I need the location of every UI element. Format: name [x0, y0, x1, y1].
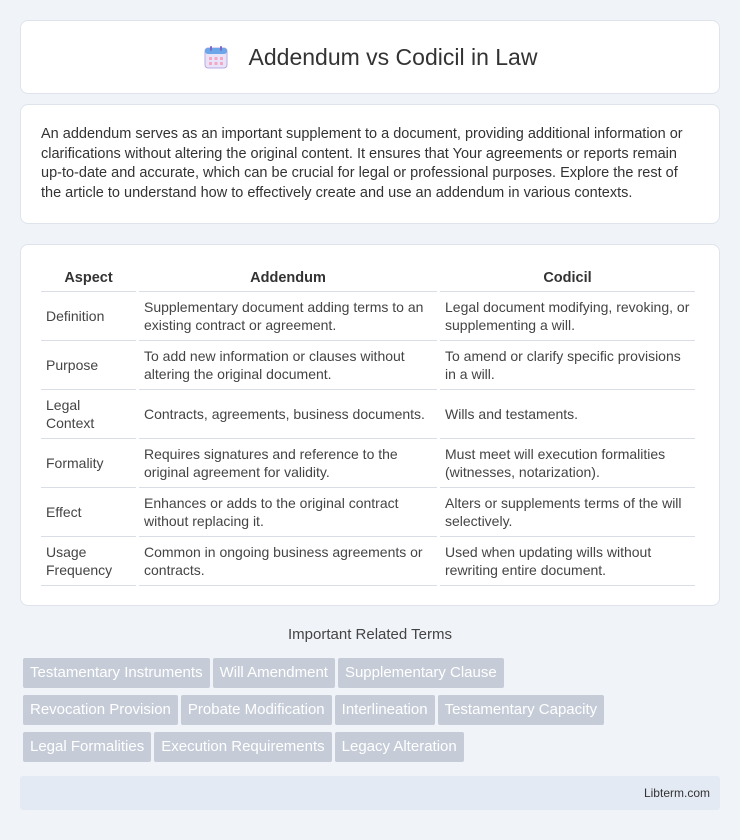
- cell-codicil: Legal document modifying, revoking, or supplementing a will.: [440, 292, 695, 341]
- related-term-tag[interactable]: Interlineation: [335, 695, 435, 725]
- comparison-table: [38, 265, 698, 586]
- table-row: [41, 488, 695, 537]
- header-card: [20, 20, 720, 94]
- cell-addendum: Requires signatures and reference to the original agreement for validity.: [139, 439, 437, 488]
- related-term-tag[interactable]: Legal Formalities: [23, 732, 151, 762]
- table-header-row: [41, 265, 695, 292]
- comparison-card: [20, 244, 720, 606]
- table-row: [41, 390, 695, 439]
- cell-codicil: Used when updating wills without rewriting entire document.: [440, 537, 695, 586]
- cell-addendum: Contracts, agreements, business documents.: [139, 390, 437, 439]
- header-addendum: Addendum: [139, 265, 437, 292]
- cell-aspect: Effect: [41, 488, 136, 537]
- table-row: [41, 537, 695, 586]
- cell-addendum: Enhances or adds to the original contract without replacing it.: [139, 488, 437, 537]
- related-term-tag[interactable]: Probate Modification: [181, 695, 332, 725]
- cell-addendum: Supplementary document adding terms to an existing contract or agreement.: [139, 292, 437, 341]
- related-term-tag[interactable]: Testamentary Capacity: [438, 695, 605, 725]
- intro-card: [20, 104, 720, 224]
- header-codicil: Codicil: [440, 265, 695, 292]
- related-term-tag[interactable]: Testamentary Instruments: [23, 658, 210, 688]
- table-row: [41, 292, 695, 341]
- footer-site-link[interactable]: Libterm.com: [643, 786, 710, 800]
- cell-codicil: To amend or clarify specific provisions in a will.: [440, 341, 695, 390]
- cell-addendum: To add new information or clauses without altering the original document.: [139, 341, 437, 390]
- related-term-tag[interactable]: Legacy Alteration: [335, 732, 464, 762]
- footer: [20, 776, 720, 810]
- cell-codicil: Alters or supplements terms of the will selectively.: [440, 488, 695, 537]
- related-terms-list: [23, 658, 723, 769]
- cell-codicil: Must meet will execution formalities (witnesses, notarization).: [440, 439, 695, 488]
- cell-aspect: Purpose: [41, 341, 136, 390]
- related-term-tag[interactable]: Execution Requirements: [154, 732, 331, 762]
- cell-aspect: Usage Frequency: [41, 537, 136, 586]
- page-title: Addendum vs Codicil in Law: [248, 43, 538, 70]
- table-row: [41, 439, 695, 488]
- table-row: [41, 341, 695, 390]
- related-term-tag[interactable]: Revocation Provision: [23, 695, 178, 725]
- cell-aspect: Definition: [41, 292, 136, 341]
- related-terms-title: Important Related Terms: [288, 626, 452, 643]
- related-term-tag[interactable]: Will Amendment: [213, 658, 335, 688]
- intro-text: An addendum serves as an important supplement to a document, providing additional information or clarifications without altering the original content. It ensures that Your agreements or reports remain up-to-date and accurate, which can be crucial for legal or professional purposes. Explore the rest of the article to understand how to effectively create and use an addendum in various contexts.: [41, 126, 683, 201]
- calendar-icon: [203, 44, 229, 70]
- header-aspect: Aspect: [41, 265, 136, 292]
- cell-aspect: Legal Context: [41, 390, 136, 439]
- related-term-tag[interactable]: Supplementary Clause: [338, 658, 504, 688]
- cell-aspect: Formality: [41, 439, 136, 488]
- cell-codicil: Wills and testaments.: [440, 390, 695, 439]
- cell-addendum: Common in ongoing business agreements or contracts.: [139, 537, 437, 586]
